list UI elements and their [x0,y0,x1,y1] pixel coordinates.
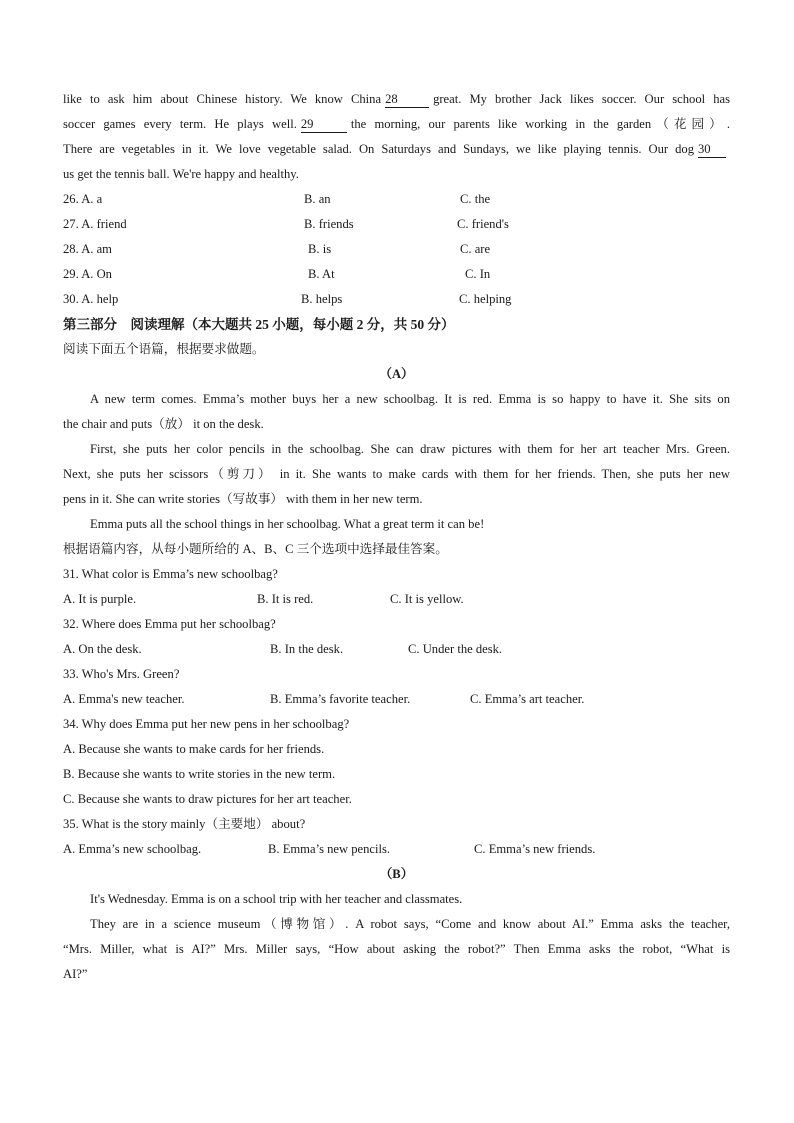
question-31: 31. What color is Emma’s new schoolbag? [63,567,278,581]
cloze-line-1 [63,87,730,112]
option-b: B. friends [304,217,354,231]
passage-a-text: A new term comes. Emma’s mother buys her a new schoolbag. It is red. Emma is so happy to have it. She sits on [90,392,730,406]
question-34-option-c: C. Because she wants to draw pictures for her art teacher. [63,792,352,806]
option-a: 27. A. friend [63,217,127,231]
passage-b-text: AI?” [63,967,88,981]
section-heading: 第三部分 阅读理解（本大题共 25 小题，每小题 2 分，共 50 分） [63,317,455,332]
option-c: C. It is yellow. [390,592,464,606]
passage-a-text: Emma puts all the school things in her schoolbag. What a great term it can be! [90,517,485,531]
question-34: 34. Why does Emma put her new pens in her schoolbag? [63,717,350,731]
choice-row-28 [63,237,730,262]
passage-a-text: First, she puts her color pencils in the schoolbag. She can draw pictures with them for her art teacher Mrs. Green. [90,442,730,456]
option-c: C. Emma’s new friends. [474,842,596,856]
section-instruction: 阅读下面五个语篇，根据要求做题。 [63,342,265,356]
option-a: 30. A. help [63,292,119,306]
option-c: C. Emma’s art teacher. [470,692,585,706]
option-c: C. Under the desk. [408,642,503,656]
passage-a-text: pens in it. She can write stories（写故事） with them in her new term. [63,492,423,506]
blank-29: 29 [301,117,347,133]
option-b: B. helps [301,292,343,306]
option-a: A. It is purple. [63,592,137,606]
option-a: 29. A. On [63,267,112,281]
passage-a-text: the chair and puts（放） it on the desk. [63,417,264,431]
cloze-text: the morning, our parents like working in the garden（花园）. [350,117,730,131]
option-b: B. At [308,267,335,281]
choice-row-29 [63,262,730,287]
passage-a-text: Next, she puts her scissors（剪刀） in it. She wants to make cards with them for her friends. Then, she puts her new [63,467,730,481]
blank-30: 30 [698,142,726,158]
passage-b-text: It's Wednesday. Emma is on a school trip with her teacher and classmates. [90,892,463,906]
cloze-line-3 [63,137,730,162]
blank-28: 28 [385,92,429,108]
option-b: B. It is red. [257,592,314,606]
cloze-line-4: us get the tennis ball. We're happy and healthy. [63,167,299,181]
option-a: 28. A. am [63,242,112,256]
choice-row-30 [63,287,730,312]
option-a: A. Emma's new teacher. [63,692,185,706]
cloze-line-2 [63,112,730,137]
question-33-options [63,687,730,712]
option-a: A. Emma’s new schoolbag. [63,842,202,856]
option-b: B. an [304,192,331,206]
option-c: C. helping [459,292,512,306]
exam-page [63,87,730,987]
choice-row-27 [63,212,730,237]
option-b: B. is [308,242,332,256]
question-35: 35. What is the story mainly（主要地） about? [63,817,306,831]
option-c: C. friend's [457,217,509,231]
option-c: C. In [465,267,491,281]
choice-row-26 [63,187,730,212]
question-34-option-a: A. Because she wants to make cards for her friends. [63,742,325,756]
passage-b-text: “Mrs. Miller, what is AI?” Mrs. Miller says, “How about asking the robot?” Then Emma asks the robot, “What is [63,942,730,956]
question-32-options [63,637,730,662]
cloze-text: soccer games every term. He plays well. [63,117,297,131]
option-c: C. are [460,242,491,256]
passage-b-text: They are in a science museum（博物馆）. A robot says, “Come and know about AI.” Emma asks the teacher, [90,917,730,931]
option-c: C. the [460,192,491,206]
question-33: 33. Who's Mrs. Green? [63,667,180,681]
question-32: 32. Where does Emma put her schoolbag? [63,617,276,631]
question-35-options [63,837,730,862]
questions-instruction: 根据语篇内容，从每小题所给的 A、B、C 三个选项中选择最佳答案。 [63,542,448,556]
question-31-options [63,587,730,612]
option-a: 26. A. a [63,192,103,206]
option-b: B. Emma’s favorite teacher. [270,692,411,706]
passage-b-label: （B） [379,867,414,881]
question-34-option-b: B. Because she wants to write stories in the new term. [63,767,336,781]
option-a: A. On the desk. [63,642,142,656]
cloze-text: great. My brother Jack likes soccer. Our school has [433,92,730,106]
cloze-text: There are vegetables in it. We love vegetable salad. On Saturdays and Sundays, we like playing tennis. Our dog [63,142,694,156]
option-b: B. In the desk. [270,642,344,656]
option-b: B. Emma’s new pencils. [268,842,391,856]
passage-a-label: （A） [379,367,414,381]
cloze-text: like to ask him about Chinese history. We know China [63,92,382,106]
